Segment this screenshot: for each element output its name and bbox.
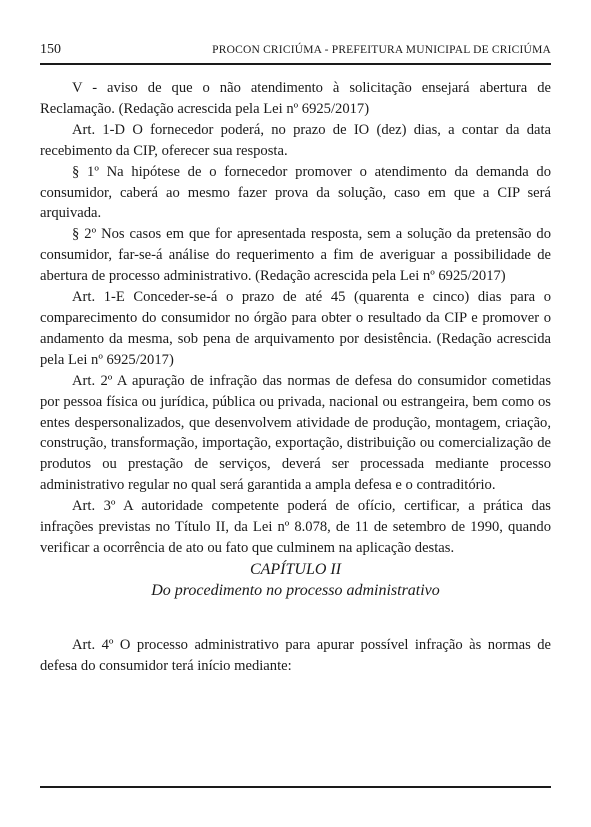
- header-rule: [40, 63, 551, 65]
- paragraph-art-2: Art. 2º A apuração de infração das normas de defesa do consumidor cometidas por pessoa física ou jurídica, pública ou privada, nacional ou estrangeira, bem como os entes despersonalizados, que desenvolvem atividade de produção, montagem, criação, construção, transformação, importação, exportação, distribuição ou comercialização de produtos ou prestação de serviços, deverá ser processada mediante processo administrativo regular no qual será garantida a ampla defesa e o contraditório.: [40, 372, 551, 494]
- chapter-title: Do procedimento no processo administrativo: [151, 581, 440, 599]
- paragraph-art-1e: Art. 1-E Conceder-se-á o prazo de até 45 (quarenta e cinco) dias para o comparecimento do consumidor no órgão para obter o resultado da CIP e promover o andamento da mesma, sob pena de arquivamento por desistência. (Redação acrescida pela Lei nº 6925/2017): [40, 289, 551, 368]
- paragraph-inciso-v: V - aviso de que o não atendimento à solicitação ensejará abertura de Reclamação. (Redação acrescida pela Lei nº 6925/2017): [40, 80, 551, 117]
- paragraph-art-1d-par-2: § 2º Nos casos em que for apresentada resposta, sem a solução da pretensão do consumidor, far-se-á análise do requerimento a fim de averiguar a possibilidade de abertura de processo administrativo. (Redação acrescida pela Lei nº 6925/2017): [40, 226, 551, 285]
- paragraph-art-1d: Art. 1-D O fornecedor poderá, no prazo de IO (dez) dias, a contar da data recebimento da CIP, oferecer sua resposta.: [40, 121, 551, 159]
- paragraph-art-1d-par-1: § 1º Na hipótese de o fornecedor promover o atendimento da demanda do consumidor, caberá ao mesmo fazer prova da solução, caso em que a CIP será arquivada.: [40, 163, 551, 222]
- paragraph-art-3: Art. 3º A autoridade competente poderá de ofício, certificar, a prática das infrações previstas no Título II, da Lei nº 8.078, de 11 de setembro de 1990, quando verificar a ocorrência de ato ou fato que culminem na aplicação destas.: [40, 498, 551, 556]
- running-head: PROCON CRICIÚMA - PREFEITURA MUNICIPAL DE CRICIÚMA: [212, 44, 551, 56]
- footer-rule: [40, 786, 551, 788]
- document-body: [40, 78, 551, 677]
- page-header: [40, 40, 551, 60]
- page-number: 150: [40, 42, 61, 57]
- chapter-number: CAPÍTULO II: [249, 560, 342, 578]
- paragraph-art-4: Art. 4º O processo administrativo para apurar possível infração às normas de defesa do consumidor terá início mediante:: [40, 636, 551, 674]
